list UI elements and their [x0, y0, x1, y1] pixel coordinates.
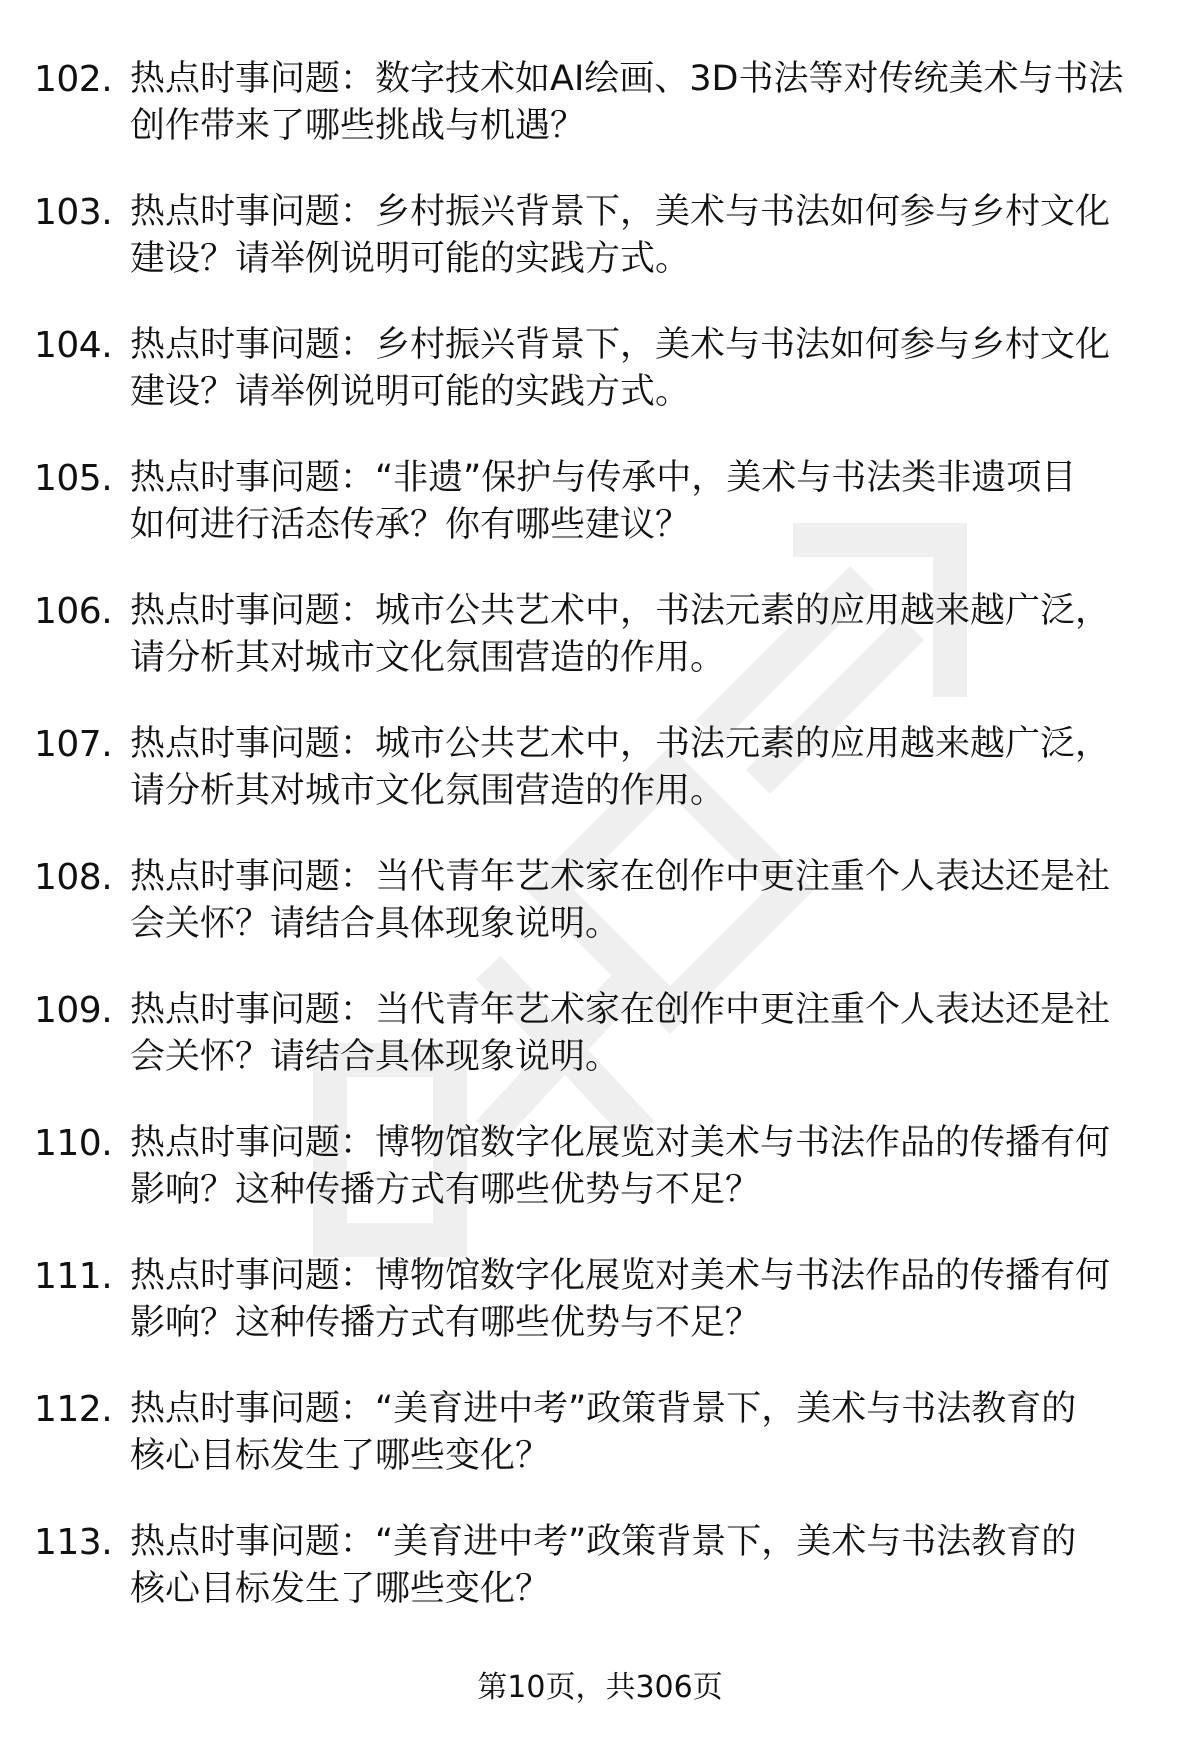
- question-number: 112.: [34, 1389, 113, 1430]
- question-text: 热点时事问题：城市公共艺术中，书法元素的应用越来越广泛， 请分析其对城市文化氛围营造的作用。: [130, 724, 1111, 811]
- question-number: 106.: [34, 591, 113, 632]
- question-item: [34, 455, 1174, 588]
- question-number: 103.: [34, 192, 113, 233]
- question-text: 热点时事问题：博物馆数字化展览对美术与书法作品的传播有何 影响？这种传播方式有哪些优势与不足？: [130, 1123, 1111, 1210]
- question-text: 热点时事问题：“美育进中考”政策背景下，美术与书法教育的 核心目标发生了哪些变化？: [130, 1522, 1077, 1609]
- question-text: 热点时事问题：当代青年艺术家在创作中更注重个人表达还是社 会关怀？请结合具体现象说明。: [130, 857, 1111, 944]
- question-number: 109.: [34, 990, 113, 1031]
- question-text: 热点时事问题：乡村振兴背景下，美术与书法如何参与乡村文化 建设？请举例说明可能的实践方式。: [130, 192, 1111, 279]
- question-item: [34, 1386, 1174, 1519]
- question-list: [34, 56, 1174, 1652]
- question-number: 107.: [34, 724, 113, 765]
- page-indicator: 第10页，共306页: [477, 1670, 723, 1705]
- question-number: 113.: [34, 1522, 113, 1563]
- question-text: 热点时事问题：“非遗”保护与传承中，美术与书法类非遗项目 如何进行活态传承？你有哪些建议？: [130, 458, 1077, 545]
- question-item: [34, 56, 1174, 189]
- question-item: [34, 987, 1174, 1120]
- question-text: 热点时事问题：博物馆数字化展览对美术与书法作品的传播有何 影响？这种传播方式有哪些优势与不足？: [130, 1256, 1111, 1343]
- question-text: 热点时事问题：数字技术如AI绘画、3D书法等对传统美术与书法 创作带来了哪些挑战与机遇？: [130, 59, 1124, 146]
- question-number: 105.: [34, 458, 113, 499]
- question-number: 111.: [34, 1256, 113, 1297]
- question-number: 102.: [34, 59, 113, 100]
- question-item: [34, 322, 1174, 455]
- question-item: [34, 1519, 1174, 1652]
- question-number: 110.: [34, 1123, 113, 1164]
- question-text: 热点时事问题：当代青年艺术家在创作中更注重个人表达还是社 会关怀？请结合具体现象说明。: [130, 990, 1111, 1077]
- question-item: [34, 1253, 1174, 1386]
- question-text: 热点时事问题：乡村振兴背景下，美术与书法如何参与乡村文化 建设？请举例说明可能的实践方式。: [130, 325, 1111, 412]
- question-item: [34, 1120, 1174, 1253]
- question-item: [34, 721, 1174, 854]
- question-item: [34, 189, 1174, 322]
- question-number: 108.: [34, 857, 113, 898]
- question-item: [34, 588, 1174, 721]
- question-item: [34, 854, 1174, 987]
- question-text: 热点时事问题：城市公共艺术中，书法元素的应用越来越广泛， 请分析其对城市文化氛围营造的作用。: [130, 591, 1111, 678]
- question-number: 104.: [34, 325, 113, 366]
- question-text: 热点时事问题：“美育进中考”政策背景下，美术与书法教育的 核心目标发生了哪些变化？: [130, 1389, 1077, 1476]
